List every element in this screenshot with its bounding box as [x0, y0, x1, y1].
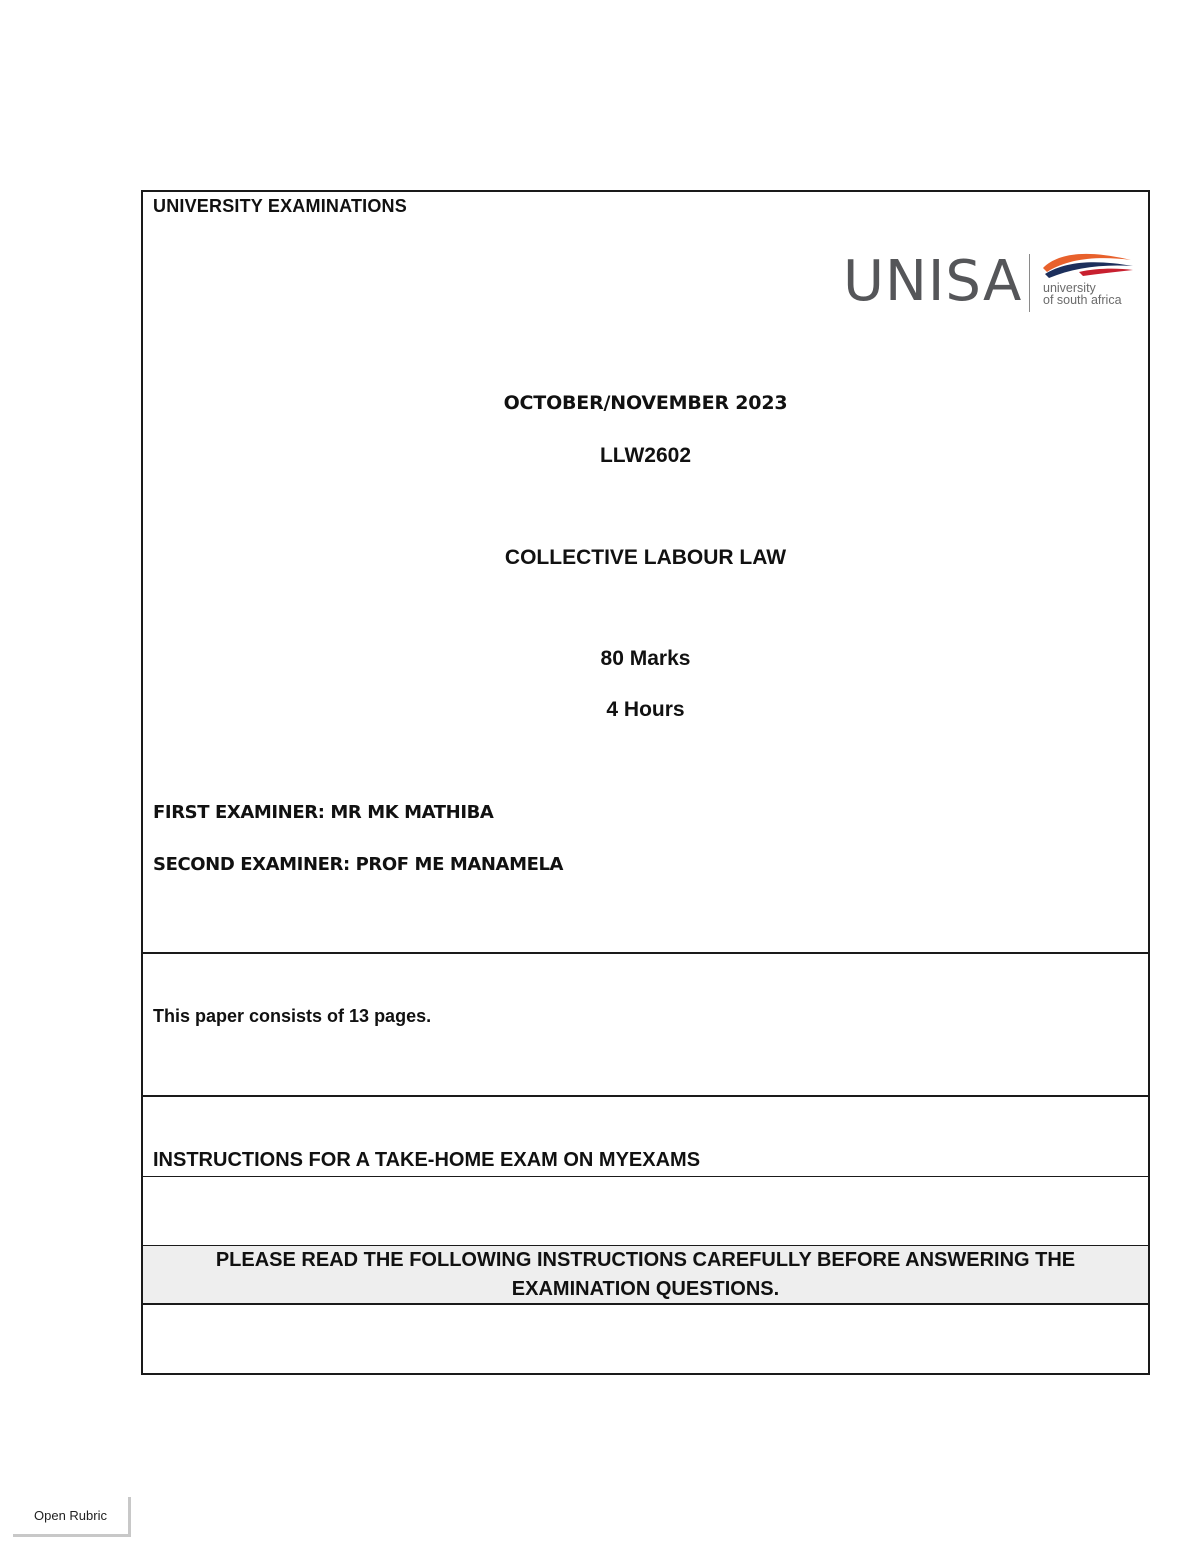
module-name: COLLECTIVE LABOUR LAW — [504, 546, 787, 569]
total-marks: 80 Marks — [600, 647, 691, 670]
logo-tagline — [1043, 282, 1122, 306]
first-examiner: FIRST EXAMINER: MR MK MATHIBA — [153, 802, 494, 823]
empty-row — [143, 1305, 1148, 1373]
logo-divider — [1029, 254, 1030, 312]
instructions-notice: PLEASE READ THE FOLLOWING INSTRUCTIONS CAREFULLY BEFORE ANSWERING THE EXAMINATION QUESTIONS. — [143, 1246, 1148, 1305]
unisa-logo — [843, 250, 1138, 320]
module-code: LLW2602 — [599, 444, 692, 467]
exam-period: OCTOBER/NOVEMBER 2023 — [503, 392, 788, 414]
exam-duration: 4 Hours — [606, 698, 685, 721]
pages-info-section — [143, 954, 1148, 1097]
instructions-title: INSTRUCTIONS FOR A TAKE-HOME EXAM ON MYEXAMS — [153, 1149, 701, 1171]
logo-wordmark: UNISA — [843, 249, 1023, 314]
cover-section — [143, 192, 1148, 954]
logo-tagline-line2: of south africa — [1043, 293, 1122, 307]
pages-info: This paper consists of 13 pages. — [153, 1006, 432, 1026]
university-examinations-label: UNIVERSITY EXAMINATIONS — [153, 196, 407, 216]
open-rubric-button[interactable]: Open Rubric — [13, 1497, 131, 1537]
empty-row — [143, 1177, 1148, 1246]
logo-tagline-line1: university — [1043, 281, 1096, 295]
exam-cover-sheet — [141, 190, 1150, 1375]
instructions-title-row — [143, 1097, 1148, 1177]
second-examiner: SECOND EXAMINER: PROF ME MANAMELA — [153, 854, 564, 875]
